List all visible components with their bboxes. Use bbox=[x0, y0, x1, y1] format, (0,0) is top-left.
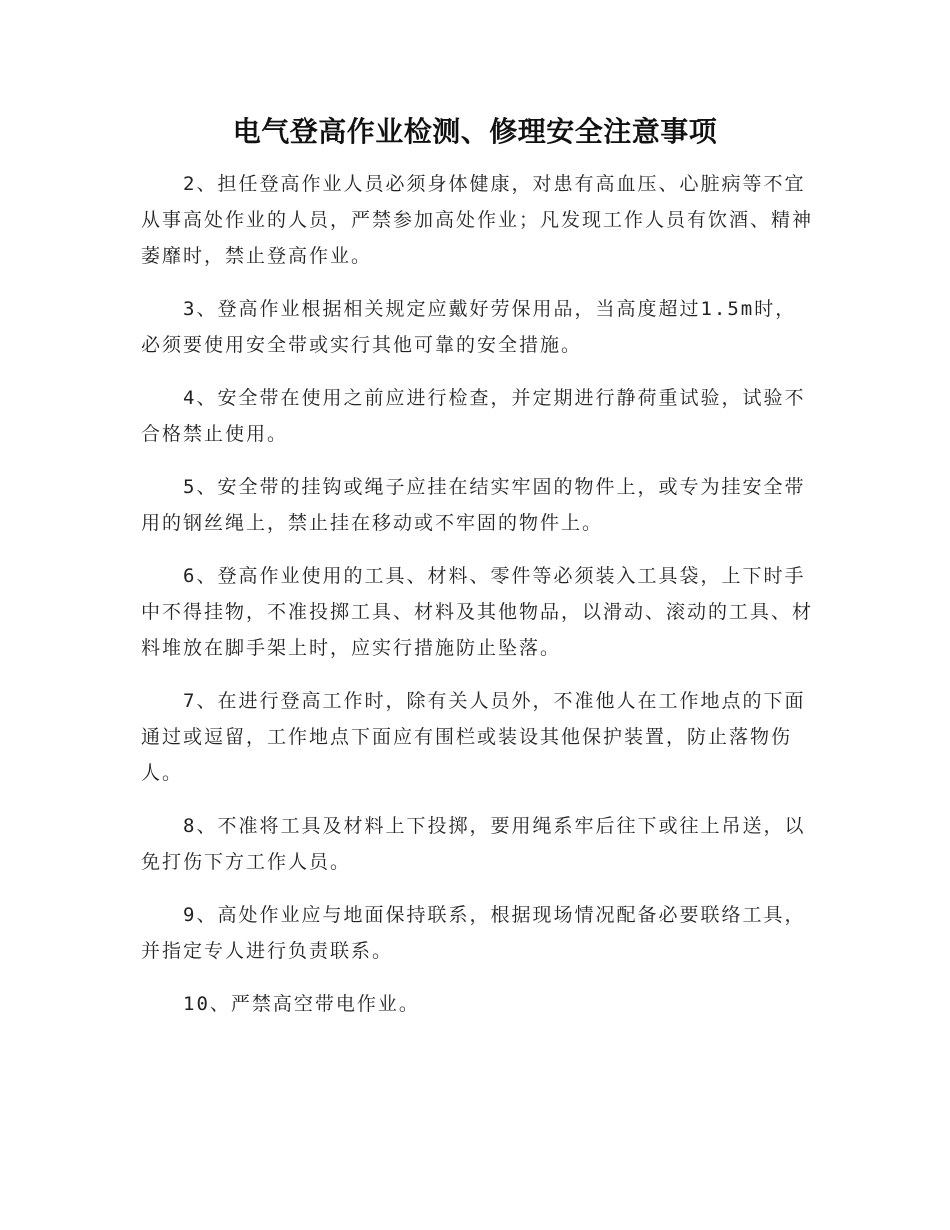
paragraph-item-6: 6、登高作业使用的工具、材料、零件等必须装入工具袋，上下时手中不得挂物，不准投掷工具、材料及其他物品，以滑动、滚动的工具、材料堆放在脚手架上时，应实行措施防止坠落。 bbox=[141, 565, 814, 659]
document-title: 电气登高作业检测、修理安全注意事项 bbox=[232, 115, 718, 148]
paragraph-item-2: 2、担任登高作业人员必须身体健康，对患有高血压、心脏病等不宜从事高处作业的人员，严禁参加高处作业；凡发现工作人员有饮酒、精神萎靡时，禁止登高作业。 bbox=[141, 173, 814, 267]
paragraph-item-4: 4、安全带在使用之前应进行检查，并定期进行静荷重试验，试验不合格禁止使用。 bbox=[141, 387, 806, 445]
paragraph-item-8: 8、不准将工具及材料上下投掷，要用绳系牢后往下或往上吊送，以免打伤下方工作人员。 bbox=[141, 815, 806, 873]
paragraph-item-3: 3、登高作业根据相关规定应戴好劳保用品，当高度超过1.5m时，必须要使用安全带或实行其他可靠的安全措施。 bbox=[141, 298, 797, 356]
paragraph-item-9: 9、高处作业应与地面保持联系，根据现场情况配备必要联络工具，并指定专人进行负责联系。 bbox=[141, 904, 806, 962]
paragraph-item-10: 10、严禁高空带电作业。 bbox=[183, 993, 420, 1015]
paragraph-item-7: 7、在进行登高工作时，除有关人员外，不准他人在工作地点的下面通过或逗留，工作地点下面应有围栏或装设其他保护装置，防止落物伤人。 bbox=[141, 690, 806, 784]
paragraph-item-5: 5、安全带的挂钩或绳子应挂在结实牢固的物件上，或专为挂安全带用的钢丝绳上，禁止挂在移动或不牢固的物件上。 bbox=[141, 476, 806, 534]
document-body bbox=[141, 166, 813, 1039]
